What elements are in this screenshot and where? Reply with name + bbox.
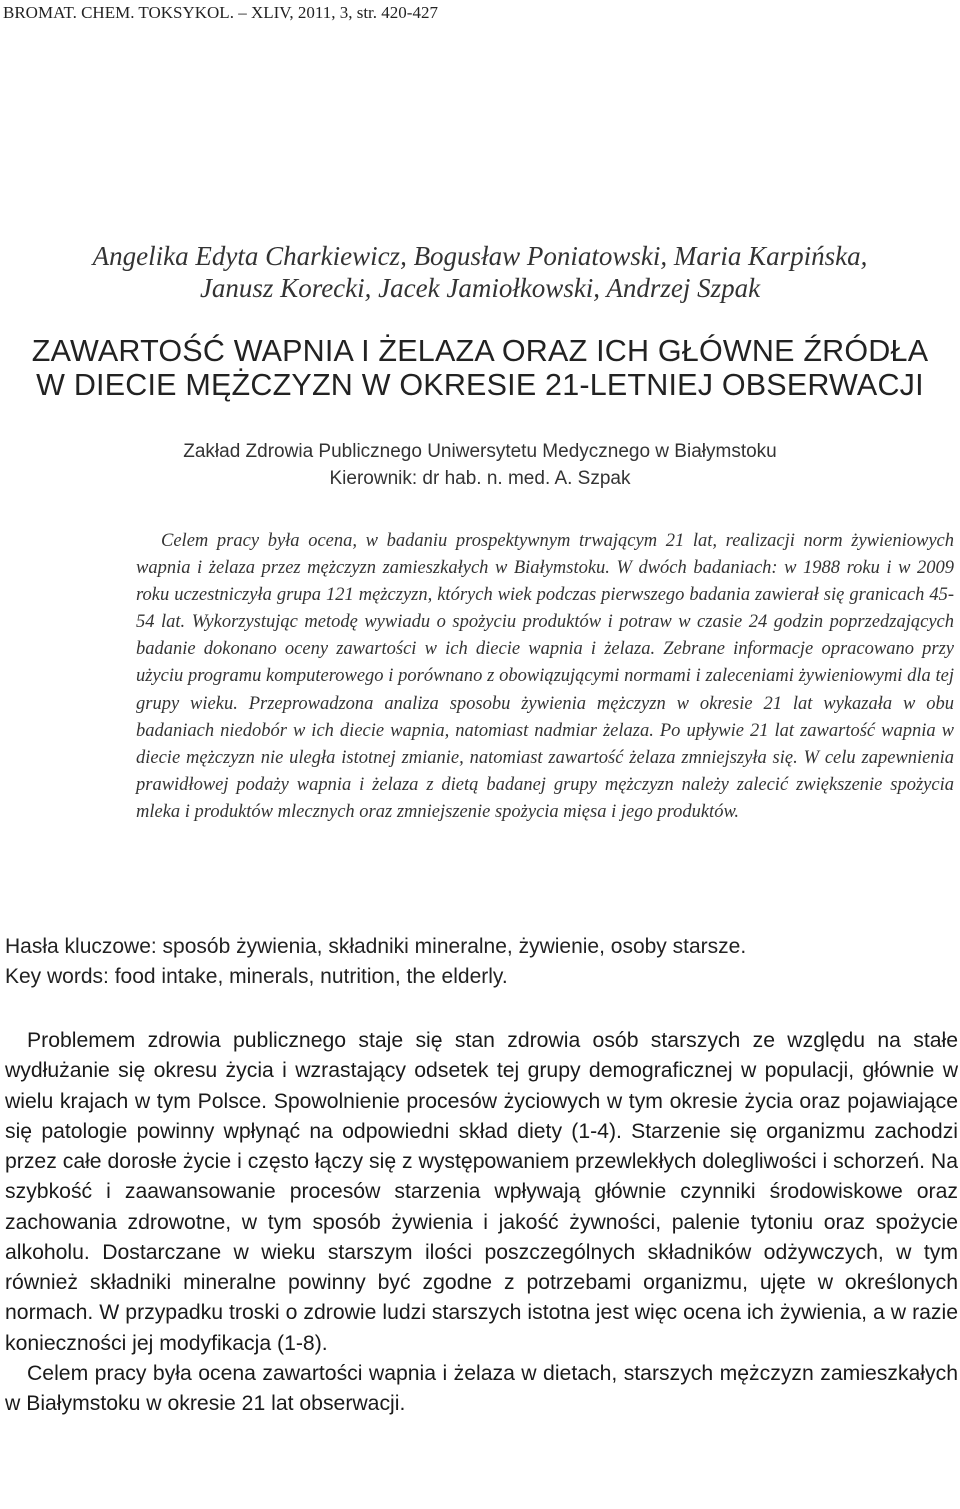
affiliation-institution: Zakład Zdrowia Publicznego Uniwersytetu Medycznego w Białymstoku [183,441,777,462]
author-line: Janusz Korecki, Jacek Jamiołkowski, Andrzej Szpak [199,273,761,303]
body-paragraph: Celem pracy była ocena zawartości wapnia i żelaza w dietach, starszych mężczyzn zamieszkałych w Białymstoku w okresie 21 lat obserwacji. [5,1361,958,1415]
keywords-english: Key words: food intake, minerals, nutrition, the elderly. [5,965,508,988]
abstract-text: Celem pracy była ocena, w badaniu prospektywnym trwającym 21 lat, realizacji norm żywieniowych wapnia i żelaza przez mężczyzn zamieszkałych w Białymstoku. W dwóch badaniach: w 1988 roku i w 2009 roku uczestniczyła grupa 121 mężczyzn, których wiek podczas pierwszego badania zawierał się granicach 45-54 lat. Wykorzystując metodę wywiadu o spożyciu produktów i potraw w czasie 24 godzin poprzedzających badanie dokonano oceny zawartości w ich diecie wapnia i żelaza. Zebrane informacje opracowano przy użyciu programu komputerowego i porównano z obowiązującymi normami i zaleceniami żywieniowymi dla tej grupy wieku. Przeprowadzona analiza sposobu żywienia mężczyzn w okresie 21 lat wykazała w obu badaniach niedobór w ich diecie wapnia, natomiast nadmiar żelaza. Po upływie 21 lat zawartość wapnia w diecie mężczyzn nie uległa istotnej zmianie, natomiast zawartość żelaza zmniejszyła się. W celu zapewnienia prawidłowej podaży wapnia i żelaza z dietą badanej grupy mężczyzn należy zalecić zwiększenie spożycia mleka i produktów mlecznych oraz zmniejszenie spożycia mięsa i jego produktów. [136,531,954,822]
running-head: BROMAT. CHEM. TOKSYKOL. – XLIV, 2011, 3, str. 420-427 [3,3,438,22]
title-line: W DIECIE MĘŻCZYZN W OKRESIE 21-LETNIEJ OBSERWACJI [36,368,924,402]
affiliation [0,438,960,492]
author-line: Angelika Edyta Charkiewicz, Bogusław Poniatowski, Maria Karpińska, [92,241,868,271]
author-list [40,240,920,304]
body-text [5,1026,958,1419]
body-paragraph: Problemem zdrowia publicznego staje się stan zdrowia osób starszych ze względu na stałe wydłużanie się okresu życia i wzrastający odsetek tej grupy demograficznej w populacji, głównie w wielu krajach w tym Polsce. Spowolnienie procesów życiowych w tym okresie życia oraz pojawiające się patologie powinny wpłynąć na odpowiedni skład diety (1-4). Starzenie się organizmu zachodzi przez całe dorosłe życie i często łączy się z występowaniem przewlekłych dolegliwości i schorzeń. Na szybkość i zaawansowanie procesów starzenia wpływają głównie czynniki środowiskowe oraz zachowania zdrowotne, w tym sposób żywienia i jakość żywności, palenie tytoniu oraz spożycie alkoholu. Dostarczane w wieku starszym ilości poszczególnych składników odżywczych, w tym również składniki mineralne powinny być zgodne z potrzebami organizmu, ujęte w określonych normach. W przypadku troski o zdrowie ludzi starszych istotna jest więc ocena ich żywienia, a w razie konieczności jej modyfikacja (1-8). [5,1029,958,1355]
keywords-polish: Hasła kluczowe: sposób żywienia, składniki mineralne, żywienie, osoby starsze. [5,935,747,958]
abstract [136,528,954,826]
keywords [5,932,955,992]
article-title [0,334,960,402]
affiliation-head: Kierownik: dr hab. n. med. A. Szpak [329,468,631,489]
title-line: ZAWARTOŚĆ WAPNIA I ŻELAZA ORAZ ICH GŁÓWNE ŹRÓDŁA [31,334,929,368]
